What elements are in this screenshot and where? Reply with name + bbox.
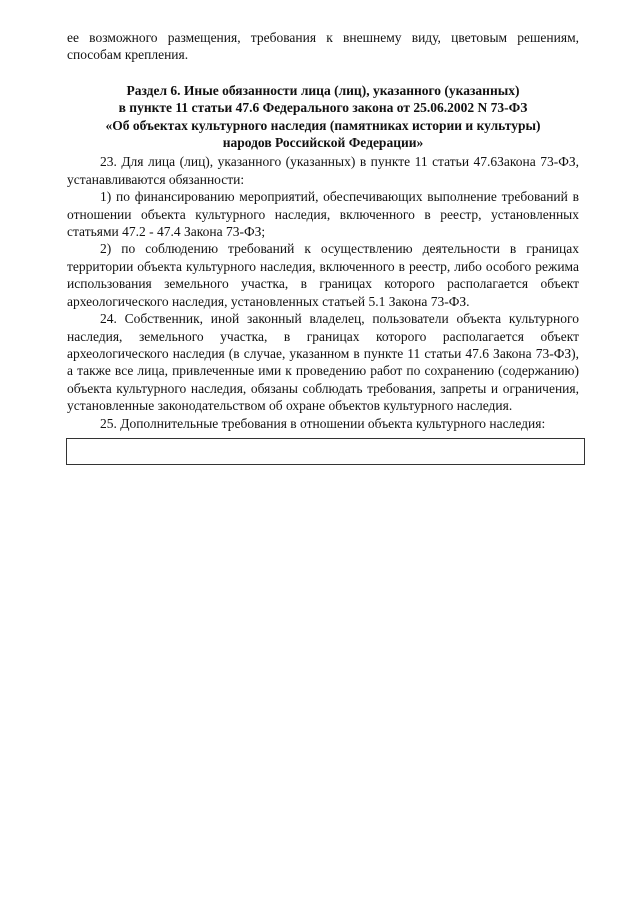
section-heading-line-2: в пункте 11 статьи 47.6 Федерального закона от 25.06.2002 N 73-ФЗ (118, 100, 528, 116)
section-heading-line-3: «Об объектах культурного наследия (памятниках истории и культуры) (105, 117, 541, 133)
section-heading-line-1: Раздел 6. Иные обязанности лица (лиц), указанного (указанных) (126, 82, 520, 98)
paragraph-25: 25. Дополнительные требования в отношении объекта культурного наследия: (100, 415, 546, 431)
intro-tail-paragraph: ее возможного размещения, требования к внешнему виду, цветовым решениям, способам крепления. (67, 30, 579, 63)
additional-requirements-box[interactable] (66, 438, 585, 465)
document-page (67, 29, 579, 465)
paragraph-24: 24. Собственник, иной законный владелец, пользователи объекта культурного наследия, земельного участка, в границах которого располагается объект археологического наследия (в случае, указанном в пункте 11 статьи 47.6 Закона 73-ФЗ), а также все лица, привлеченные ими к проведению работ по сохранению (содержанию) объекта культурного наследия, обязаны соблюдать требования, запреты и ограничения, установленные законодательством об охране объектов культурного наследия. (67, 311, 579, 414)
paragraph-23: 23. Для лица (лиц), указанного (указанных) в пункте 11 статьи 47.6Закона 73-ФЗ, устанавливаются обязанности: (67, 154, 579, 187)
paragraph-23-item-1: 1) по финансированию мероприятий, обеспечивающих выполнение требований в отношении объекта культурного наследия, включенного в реестр, установленных статьями 47.2 - 47.4 Закона 73-ФЗ; (67, 189, 579, 240)
section-6-heading (67, 82, 579, 152)
paragraph-23-item-2: 2) по соблюдению требований к осуществлению деятельности в границах территории объекта культурного наследия, включенного в реестр, либо особого режима использования земельного участка, в границах которого располагается объект археологического наследия, установленных статьей 5.1 Закона 73-ФЗ. (67, 241, 579, 309)
section-heading-line-4: народов Российской Федерации» (222, 135, 424, 151)
